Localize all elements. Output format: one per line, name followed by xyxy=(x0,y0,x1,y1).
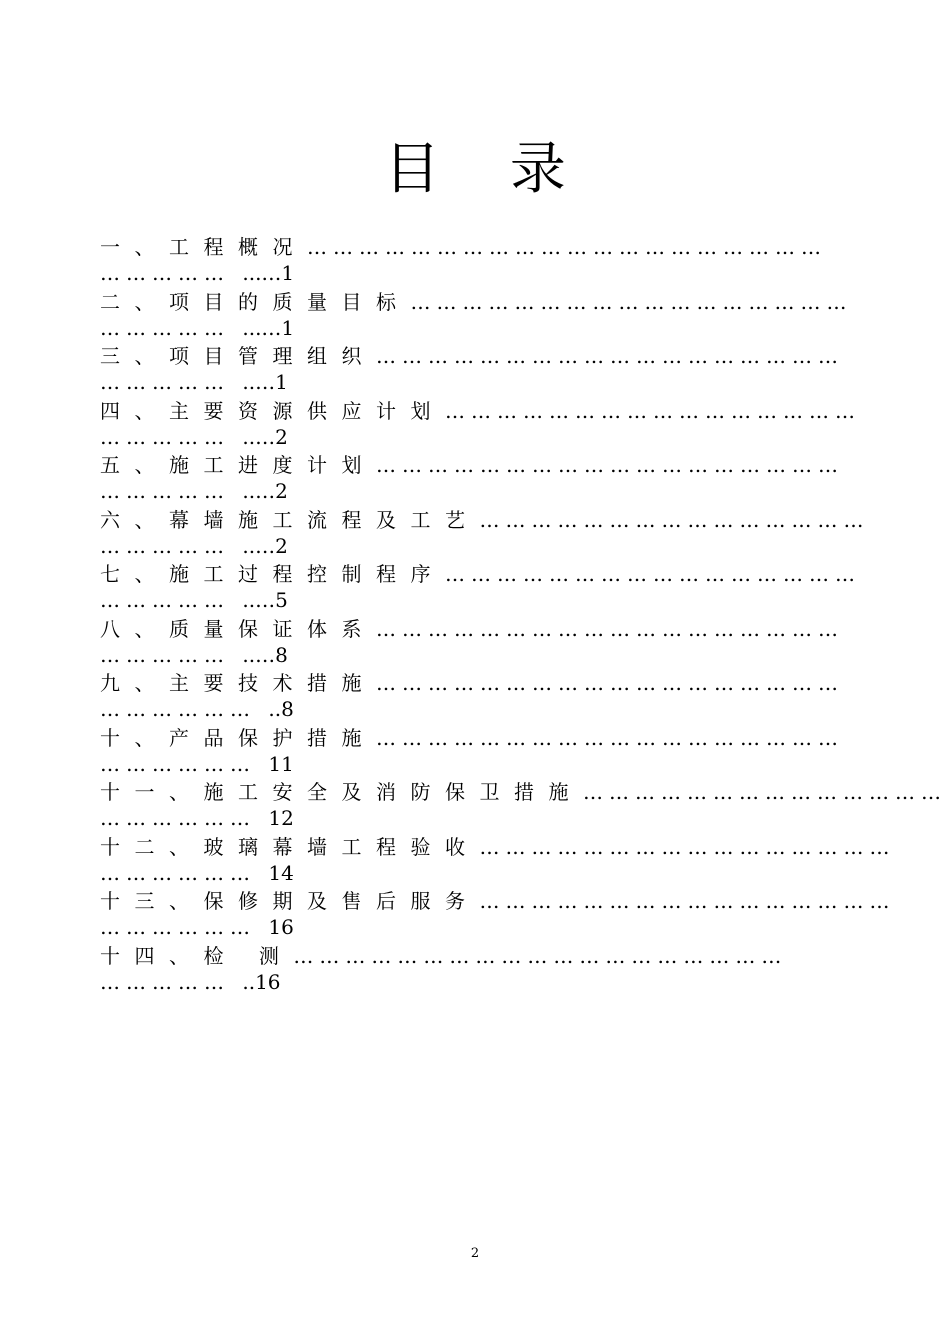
toc-entry-label: 十三、保修期及售后服务 xyxy=(100,889,480,913)
toc-leader-dots: …………… xyxy=(100,370,230,394)
toc-page-number: ..…2 xyxy=(242,533,288,558)
toc-leader-dots: ………………………………………………… xyxy=(293,943,788,968)
table-of-contents xyxy=(100,232,947,995)
toc-leader-dots: ……………………………………………… xyxy=(376,616,844,641)
toc-leader-dots: …………… xyxy=(100,588,230,612)
toc-leader-dots: ……………………………………………… xyxy=(376,725,844,750)
toc-leader-dots: ………………………………………… xyxy=(479,889,896,913)
toc-entry-label: 十、产品保护措施 xyxy=(100,725,376,750)
toc-entry[interactable] xyxy=(100,668,844,723)
toc-entry-label: 八、质量保证体系 xyxy=(100,616,376,641)
toc-entry[interactable] xyxy=(100,232,840,287)
toc-page-number: 12 xyxy=(268,806,294,830)
toc-leader-dots: ……………………………………………… xyxy=(376,344,844,368)
toc-page-number: ..…8 xyxy=(242,642,288,667)
toc-entry-label: 七、施工过程控制程序 xyxy=(100,562,445,586)
toc-page-number: ..8 xyxy=(268,697,294,721)
toc-page-number: 16 xyxy=(268,915,294,939)
toc-entry[interactable] xyxy=(100,941,840,996)
toc-entry[interactable] xyxy=(100,396,861,451)
toc-leader-dots: …………… xyxy=(100,315,230,340)
toc-leader-dots: ……………… xyxy=(100,915,256,939)
toc-entry[interactable] xyxy=(100,341,844,396)
page-footer-number: 2 xyxy=(470,1246,480,1261)
toc-entry-label: 十二、玻璃幕墙工程验收 xyxy=(100,834,480,859)
toc-leader-dots: ……………………………………………… xyxy=(376,453,844,477)
toc-entry-label: 五、施工进度计划 xyxy=(100,453,376,477)
toc-leader-dots: …………………………………………………… xyxy=(307,235,827,259)
toc-entry[interactable] xyxy=(100,559,861,614)
toc-page-number: ..…2 xyxy=(242,479,288,503)
toc-leader-dots: …………………………………… xyxy=(583,780,947,804)
toc-leader-dots: …………… xyxy=(100,261,230,285)
toc-entry-label: 十四、检 测 xyxy=(100,943,294,968)
toc-leader-dots: ………………………………………… xyxy=(479,834,896,859)
toc-leader-dots: ……………… xyxy=(100,806,256,830)
toc-leader-dots: ………………………………………… xyxy=(445,562,861,586)
toc-page-number: 14 xyxy=(268,860,294,885)
toc-page-number: ...…1 xyxy=(242,261,295,285)
toc-page-number: ..…1 xyxy=(242,370,288,394)
toc-entry-label: 九、主要技术措施 xyxy=(100,671,376,695)
toc-page-number: 11 xyxy=(268,751,294,776)
toc-entry[interactable] xyxy=(100,832,896,887)
toc-entry-label: 四、主要资源供应计划 xyxy=(100,398,445,423)
page-title: 目 录 xyxy=(384,137,592,202)
toc-leader-dots: ……………… xyxy=(100,751,256,776)
toc-entry-label: 三、项目管理组织 xyxy=(100,344,376,368)
toc-leader-dots: ……………… xyxy=(100,860,256,885)
toc-entry[interactable] xyxy=(100,614,844,669)
toc-entry-label: 十一、施工安全及消防保卫措施 xyxy=(100,780,583,804)
toc-entry-label: 一、工程概况 xyxy=(100,235,307,259)
toc-entry[interactable] xyxy=(100,450,844,505)
toc-leader-dots: ……………………………………………… xyxy=(376,671,844,695)
toc-entry[interactable] xyxy=(100,886,896,941)
toc-entry[interactable] xyxy=(100,287,853,342)
toc-leader-dots: ……………………………………… xyxy=(479,507,870,532)
toc-leader-dots: …………… xyxy=(100,479,230,503)
toc-leader-dots: …………… xyxy=(100,642,230,667)
toc-entry[interactable] xyxy=(100,505,870,560)
toc-page-number: ...…1 xyxy=(242,315,295,340)
toc-entry-label: 二、项目的质量目标 xyxy=(100,289,411,314)
toc-entry[interactable] xyxy=(100,777,947,832)
toc-leader-dots: ………………………………………… xyxy=(445,398,861,423)
toc-leader-dots: …………… xyxy=(100,424,230,449)
toc-leader-dots: …………………………………………… xyxy=(410,289,853,314)
toc-leader-dots: …………… xyxy=(100,969,230,994)
toc-page-number: ..16 xyxy=(242,969,281,994)
toc-entry[interactable] xyxy=(100,723,844,778)
toc-leader-dots: ……………… xyxy=(100,697,256,721)
toc-leader-dots: …………… xyxy=(100,533,230,558)
toc-page-number: ..…2 xyxy=(242,424,288,449)
toc-entry-label: 六、幕墙施工流程及工艺 xyxy=(100,507,480,532)
toc-page-number: ..…5 xyxy=(242,588,288,612)
